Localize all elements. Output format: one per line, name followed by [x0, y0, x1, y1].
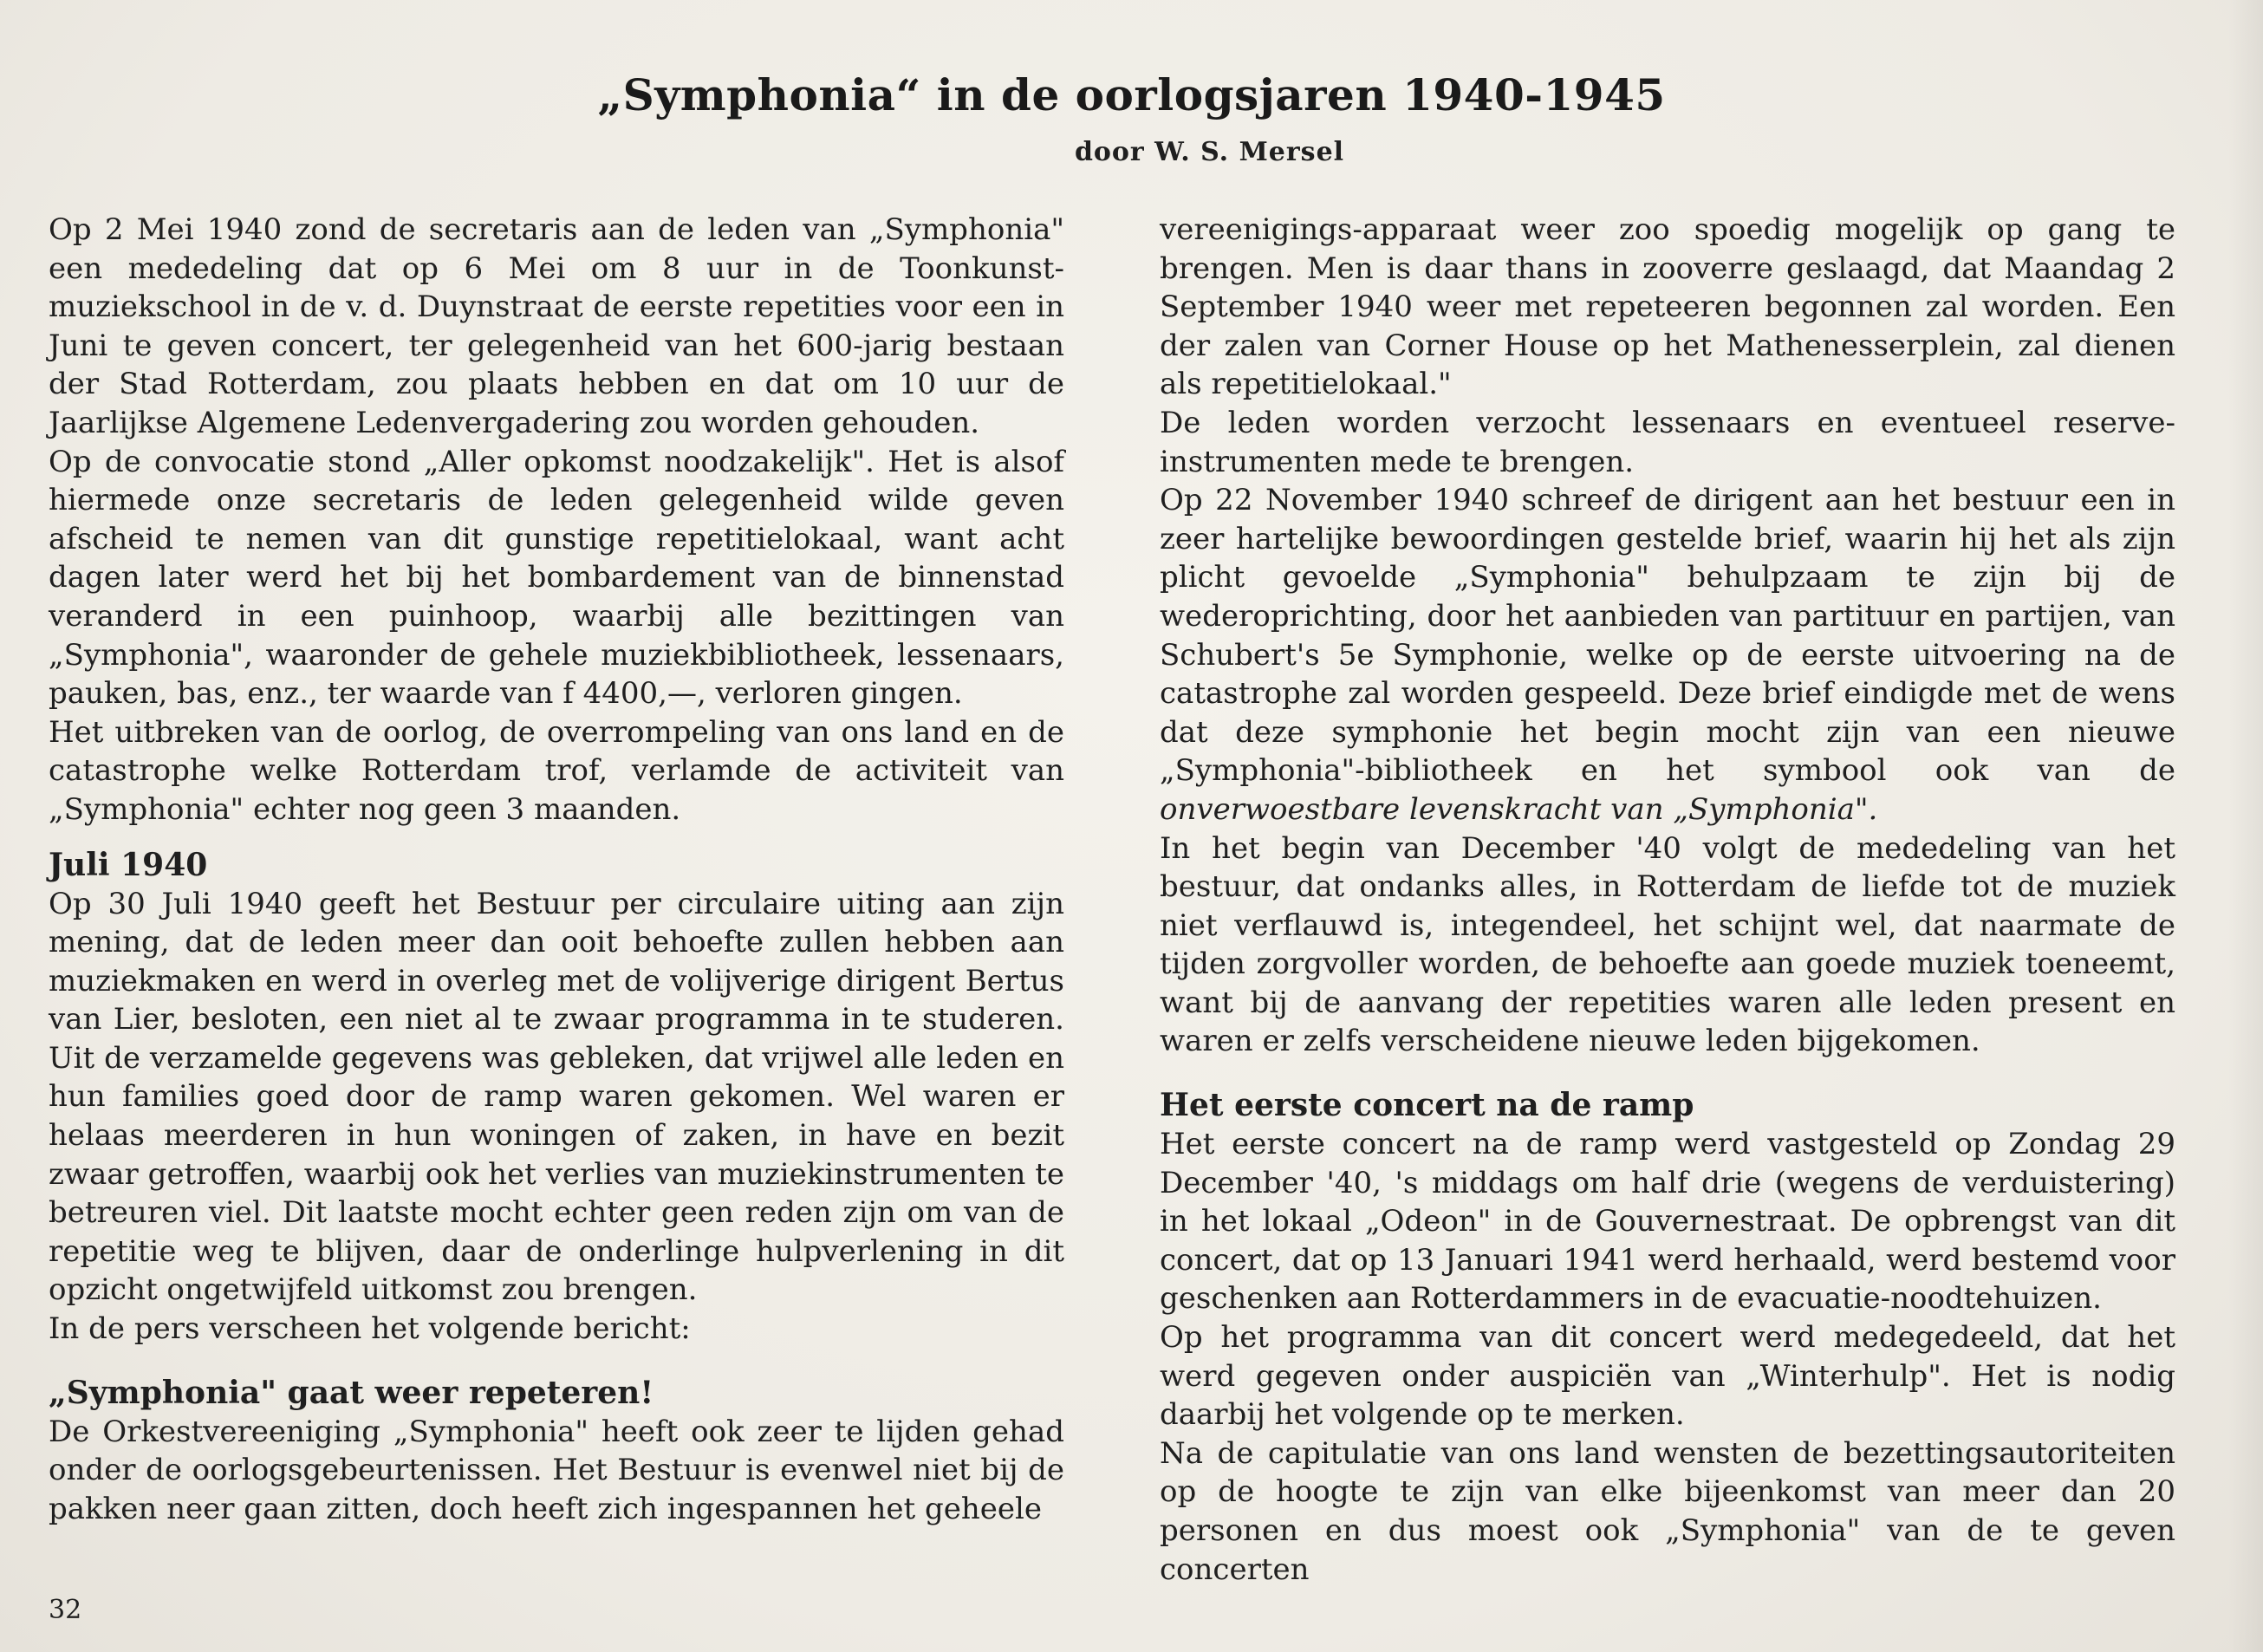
left-column [49, 211, 1064, 1528]
paragraph: Op 2 Mei 1940 zond de secretaris aan de leden van „Symphonia" een mededeling dat op 6 Mei om 8 uur in de Toonkunst-muziekschool in de v. d. Duynstraat de eerste repetities voor een in Juni te geven concert, ter gelegenheid van het 600-jarig bestaan der Stad Rotterdam, zou plaats hebben en dat om 10 uur de Jaarlijkse Algemene Ledenvergadering zou worden gehouden. [49, 212, 1064, 440]
paragraph: Het uitbreken van de oorlog, de overrompeling van ons land en de catastrophe welke Rotterdam trof, verlamde de activiteit van „Symphonia" echter nog geen 3 maanden. [49, 714, 1064, 827]
paragraph: Op de convocatie stond „Aller opkomst noodzakelijk". Het is alsof hiermede onze secretaris de leden gelegenheid wilde geven afscheid te nemen van dit gunstige repetitielokaal, want acht dagen later werd het bij het bombardement van de binnenstad veranderd in een puinhoop, waarbij alle bezittingen van „Symphonia", waaronder de gehele muziekbibliotheek, lessenaars, pauken, bas, enz., ter waarde van f 4400,—, verloren gingen. [49, 444, 1064, 712]
paragraph-text: Op 22 November 1940 schreef de dirigent aan het bestuur een in zeer hartelijke bewoordingen gestelde brief, waarin hij het als zijn plicht gevoelde „Symphonia" behulpzaam te zijn bij de wederoprichting, door het aanbieden van partituur en partijen, van Schubert's 5e Symphonie, welke op de eerste uitvoering na de catastrophe zal worden gespeeld. Deze brief eindigde met de wens dat deze symphonie het begin mocht zijn van een nieuwe „Symphonia"-bibliotheek en het symbool ook van de [1160, 483, 2175, 789]
page-number: 32 [49, 1595, 82, 1625]
paragraph: In het begin van December '40 volgt de mededeling van het bestuur, dat ondanks alles, in Rotterdam de liefde tot de muziek niet verflauwd is, integendeel, het schijnt wel, dat naarmate de tijden zorgvoller worden, de behoefte aan goede muziek toeneemt, want bij de aanvang der repetities waren alle leden present en waren er zelfs verscheidene nieuwe leden bijgekomen. [1160, 830, 2175, 1059]
paragraph: Op het programma van dit concert werd medegedeeld, dat het werd gegeven onder auspiciën van „Winterhulp". Het is nodig daarbij het volgende op te merken. [1160, 1320, 2175, 1433]
article-title: „Symphonia“ in de oorlogsjaren 1940-1945 [597, 69, 1666, 120]
page-fold-shadow [2228, 0, 2263, 1652]
article-author: door W. S. Mersel [1074, 137, 1345, 167]
paragraph: Op 30 Juli 1940 geeft het Bestuur per circulaire uiting aan zijn mening, dat de leden meer dan ooit behoefte zullen hebben aan muziekmaken en werd in overleg met de volijverige dirigent Bertus van Lier, besloten, een niet al te zwaar programma in te studeren. Uit de verzamelde gegevens was gebleken, dat vrijwel alle leden en hun families goed door de ramp waren gekomen. Wel waren er helaas meerderen in hun woningen of zaken, in have en bezit zwaar getroffen, waarbij ook het verlies van muziekinstrumenten te betreuren viel. Dit laatste mocht echter geen reden zijn om van de repetitie weg te blijven, daar de onderlinge hulpverlening in dit opzicht ongetwijfeld uitkomst zou brengen. [49, 886, 1064, 1308]
paragraph [1160, 481, 2175, 829]
paragraph: De leden worden verzocht lessenaars en eventueel reserve-instrumenten mede te brengen. [1160, 405, 2175, 479]
section-heading-press: „Symphonia" gaat weer repeteren! [49, 1374, 654, 1411]
paragraph: De Orkestvereeniging „Symphonia" heeft ook zeer te lijden gehad onder de oorlogsgebeurtenissen. Het Bestuur is evenwel niet bij de pakken neer gaan zitten, doch heeft zich ingespannen het geheele [49, 1414, 1064, 1526]
emphasized-text: onverwoestbare levenskracht van „Symphonia". [1160, 791, 1878, 827]
section-heading-july: Juli 1940 [49, 846, 208, 883]
paragraph: Het eerste concert na de ramp werd vastgesteld op Zondag 29 December '40, 's middags om half drie (wegens de verduistering) in het lokaal „Odeon" in de Gouvernestraat. De opbrengst van dit concert, dat op 13 Januari 1941 werd herhaald, werd bestemd voor geschenken aan Rotterdammers in de evacuatie-noodtehuizen. [1160, 1127, 2175, 1317]
right-column [1160, 211, 2175, 1589]
section-heading-concert: Het eerste concert na de ramp [1160, 1087, 1694, 1124]
paragraph: vereenigings-apparaat weer zoo spoedig mogelijk op gang te brengen. Men is daar thans in zooverre geslaagd, dat Maandag 2 September 1940 weer met repeteeren begonnen zal worden. Een der zalen van Corner House op het Mathenesserplein, zal dienen als repetitielokaal." [1160, 212, 2175, 402]
paragraph: In de pers verscheen het volgende bericht: [49, 1311, 691, 1347]
paragraph: Na de capitulatie van ons land wensten de bezettingsautoriteiten op de hoogte te zijn van elke bijeenkomst van meer dan 20 personen en dus moest ook „Symphonia" van de te geven concerten [1160, 1435, 2175, 1587]
